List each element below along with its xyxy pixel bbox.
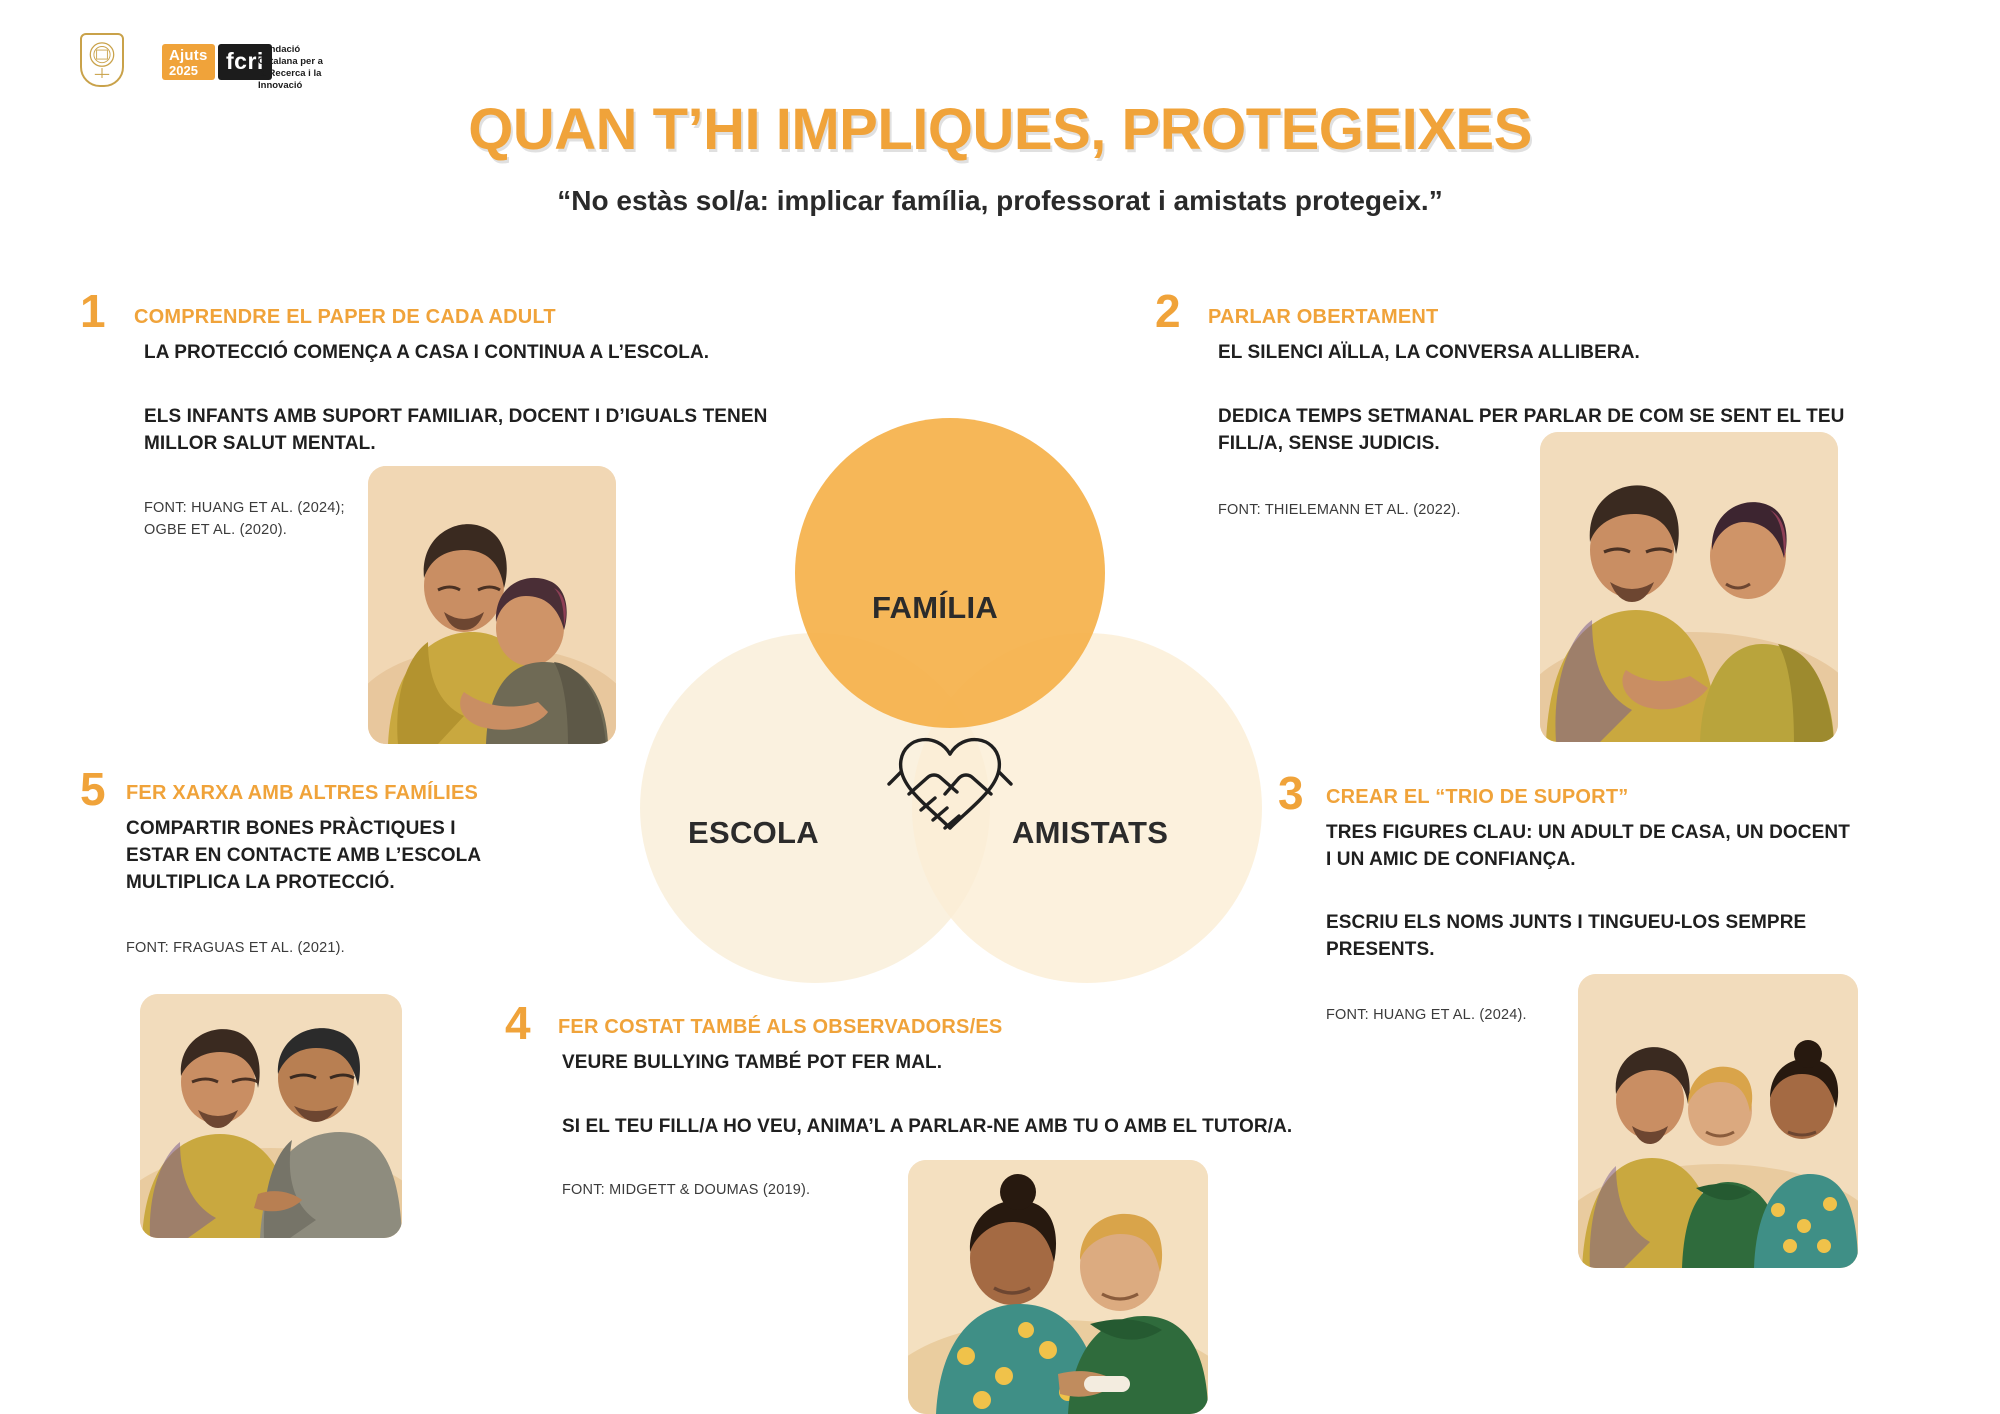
- block-3-body-line3: PRESENTS.: [1326, 939, 1435, 960]
- block-3-body-line2: ESCRIU ELS NOMS JUNTS I TINGUEU-LOS SEMPRE: [1326, 912, 1807, 933]
- venn-label-familia: FAMÍLIA: [872, 590, 999, 625]
- block-1-body-line1: ELS INFANTS AMB SUPORT FAMILIAR, DOCENT I D’IGUALS TENEN: [144, 406, 768, 427]
- venn-label-amistats: AMISTATS: [1012, 815, 1169, 850]
- block-1-lead: LA PROTECCIÓ COMENÇA A CASA I CONTINUA A L’ESCOLA.: [144, 342, 710, 363]
- block-3-heading: CREAR EL “TRIO DE SUPORT”: [1326, 786, 1629, 808]
- venn-circle-familia: [795, 418, 1105, 728]
- block-2-source-line1: FONT: THIELEMANN ET AL. (2022).: [1218, 502, 1461, 518]
- block-4-number: 4: [505, 997, 531, 1049]
- page-title: QUAN T’HI IMPLIQUES, PROTEGEIXES: [468, 97, 1532, 162]
- block-5-heading: FER XARXA AMB ALTRES FAMÍLIES: [126, 782, 479, 804]
- page-subtitle: “No estàs sol/a: implicar família, professorat i amistats protegeix.”: [557, 185, 1443, 216]
- block-2-body-line1: DEDICA TEMPS SETMANAL PER PARLAR DE COM SE SENT EL TEU: [1218, 406, 1845, 427]
- block-1-heading: COMPRENDRE EL PAPER DE CADA ADULT: [134, 306, 556, 328]
- block-5-body-line2: ESTAR EN CONTACTE AMB L’ESCOLA: [126, 845, 482, 866]
- block-2-lead: EL SILENCI AÏLLA, LA CONVERSA ALLIBERA.: [1218, 342, 1640, 363]
- block-4-source-line1: FONT: MIDGETT & DOUMAS (2019).: [562, 1182, 811, 1198]
- block-4-lead: VEURE BULLYING TAMBÉ POT FER MAL.: [562, 1052, 943, 1073]
- block-2-heading: PARLAR OBERTAMENT: [1208, 306, 1439, 328]
- block-3-number: 3: [1278, 767, 1304, 819]
- block-1-body-line2: MILLOR SALUT MENTAL.: [144, 433, 376, 454]
- photo-two-parents-talking: [140, 994, 402, 1238]
- logo-fcri-name: Fundació Catalana per a la Recerca i la Innovació: [258, 44, 323, 92]
- logo-ajuts-line1: Ajuts: [169, 47, 208, 64]
- block-4-body-line1: SI EL TEU FILL/A HO VEU, ANIMA’L A PARLAR-NE AMB TU O AMB EL TUTOR/A.: [562, 1116, 1293, 1137]
- block-3-source-line1: FONT: HUANG ET AL. (2024).: [1326, 1007, 1527, 1023]
- photo-father-comforting-child: [368, 466, 616, 744]
- block-2-body-line2: FILL/A, SENSE JUDICIS.: [1218, 433, 1440, 454]
- block-5-body-line1: COMPARTIR BONES PRÀCTIQUES I: [126, 818, 456, 839]
- logo-ajuts: [162, 44, 215, 80]
- block-4-heading: FER COSTAT TAMBÉ ALS OBSERVADORS/ES: [558, 1016, 1003, 1038]
- venn-label-escola: ESCOLA: [688, 815, 819, 850]
- block-1-source-line1: FONT: HUANG ET AL. (2024);: [144, 500, 345, 516]
- logo-ajuts-line2: 2025: [169, 63, 198, 78]
- block-2-number: 2: [1155, 285, 1181, 337]
- seal-emblem-icon: [80, 33, 124, 87]
- block-1-number: 1: [80, 285, 106, 337]
- photo-three-support-figures: [1578, 974, 1858, 1268]
- photo-parent-talking-to-teen: [1540, 432, 1838, 742]
- logo-fcri-mark: fcri: [218, 44, 272, 80]
- venn-diagram: [640, 418, 1260, 988]
- block-1-source-line2: OGBE ET AL. (2020).: [144, 522, 287, 538]
- block-5-source-line1: FONT: FRAGUAS ET AL. (2021).: [126, 940, 345, 956]
- handshake-heart-icon: [865, 706, 1035, 866]
- photo-two-teens-supporting: [908, 1160, 1208, 1414]
- block-3-lead: TRES FIGURES CLAU: UN ADULT DE CASA, UN DOCENT: [1326, 822, 1850, 843]
- block-3-body-line1: I UN AMIC DE CONFIANÇA.: [1326, 849, 1576, 870]
- block-5-body-line3: MULTIPLICA LA PROTECCIÓ.: [126, 872, 395, 893]
- block-5-number: 5: [80, 763, 106, 815]
